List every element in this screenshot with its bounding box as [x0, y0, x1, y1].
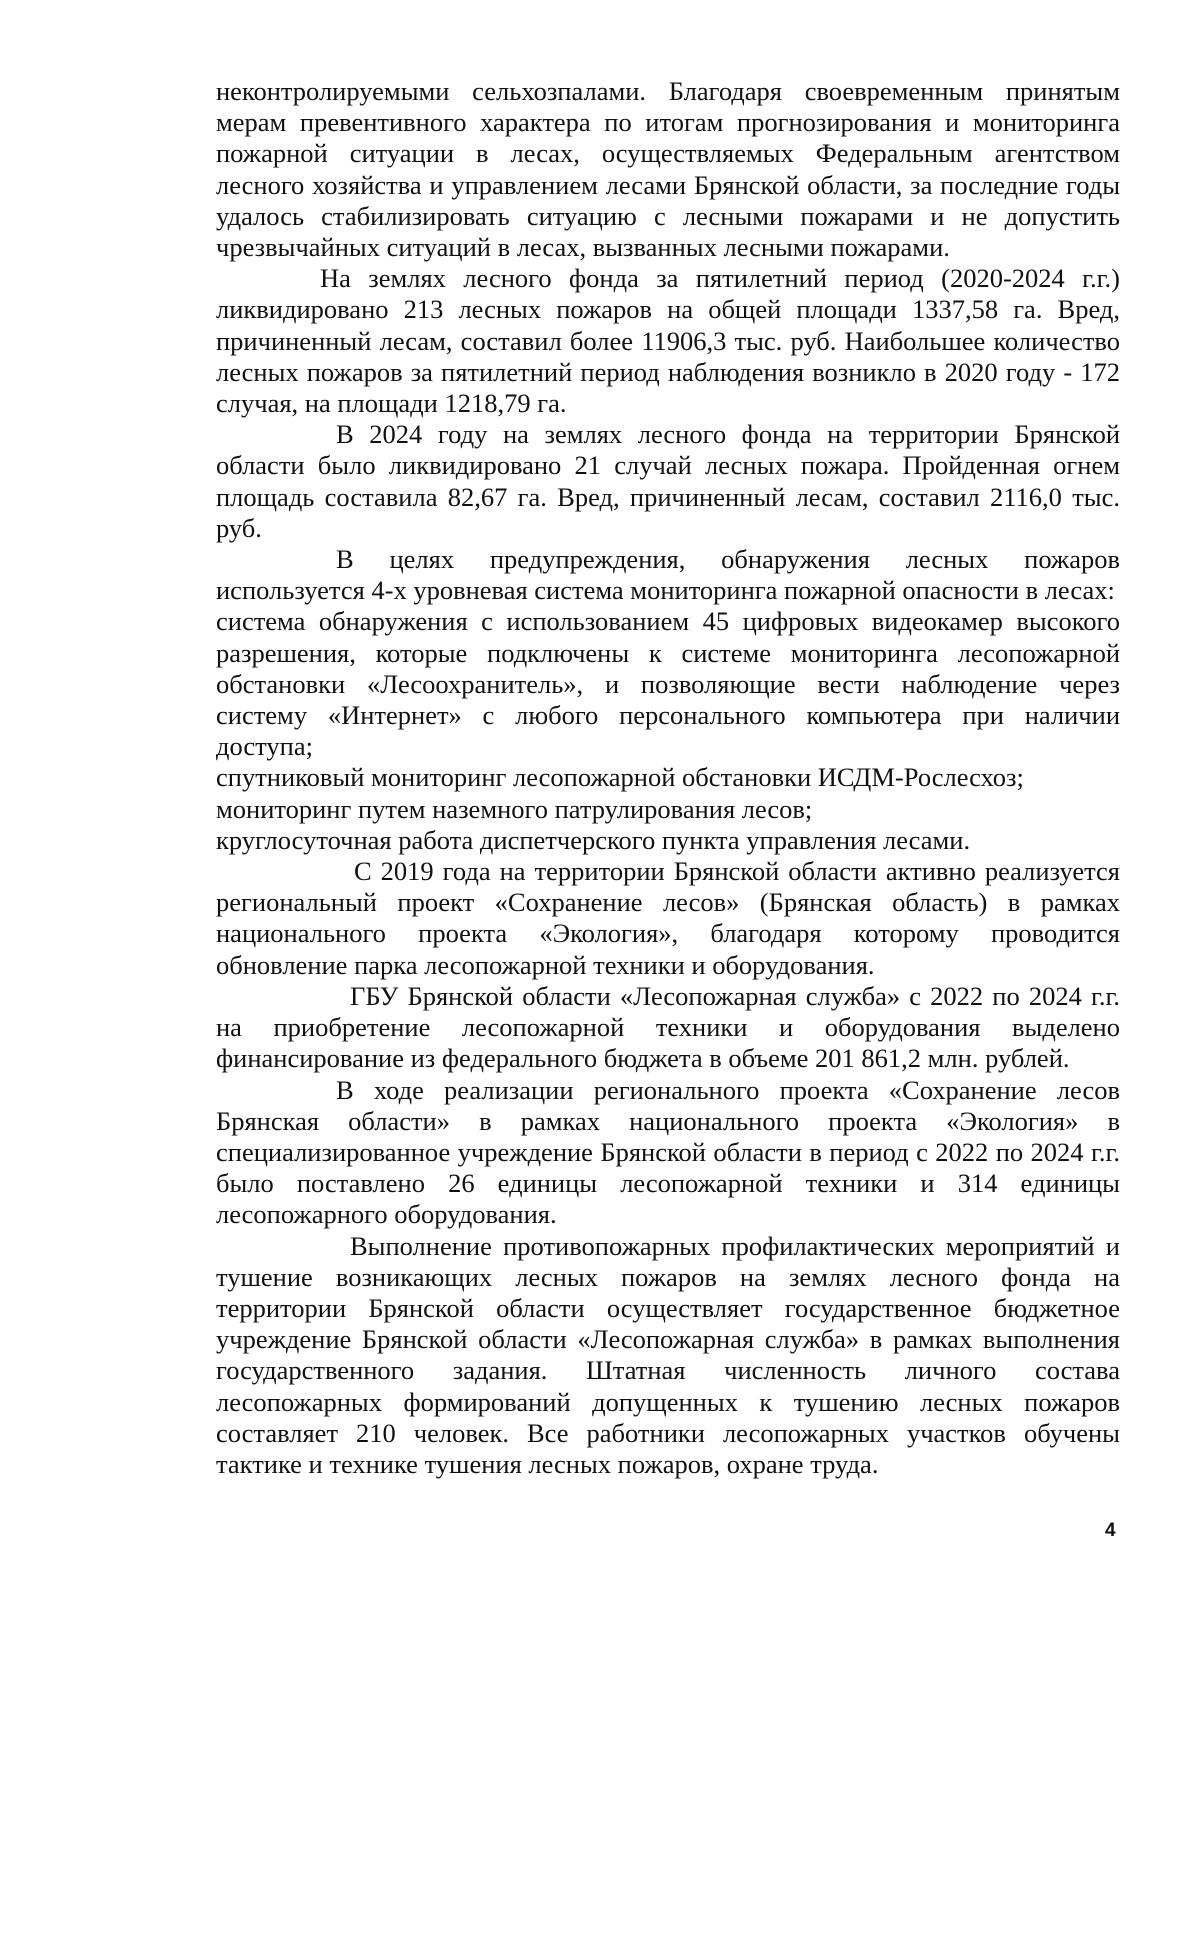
- list-item-video-cameras: система обнаружения с использованием 45 цифровых видеокамер высокого разрешения, которые подключены к системе мониторинга лесопожарной обстановки «Лесоохранитель», и позволяющие вести наблюдение через систему «Интернет» с любого персонального компьютера при наличии доступа;: [216, 606, 1120, 762]
- paragraph-equipment-delivery: В ходе реализации регионального проекта «Сохранение лесов Брянская области» в рамках национального проекта «Экология» в специализированное учреждение Брянской области в период с 2022 по 2024 г.г. было поставлено 26 единицы лесопожарной техники и 314 единицы лесопожарного оборудования.: [216, 1074, 1120, 1230]
- paragraph-regional-project: С 2019 года на территории Брянской области активно реализуется региональный проект «Сохранение лесов» (Брянская область) в рамках национального проекта «Экология», благодаря которому проводится обновление парка лесопожарной техники и оборудования.: [216, 856, 1120, 980]
- paragraph-five-year-statistics: На землях лесного фонда за пятилетний период (2020-2024 г.г.) ликвидировано 213 лесных пожаров на общей площади 1337,58 га. Вред, причиненный лесам, составил более 11906,3 тыс. руб. Наибольшее количество лесных пожаров за пятилетний период наблюдения возникло в 2020 году - 172 случая, на площади 1218,79 га.: [216, 263, 1120, 419]
- paragraph-fire-service: Выполнение противопожарных профилактических мероприятий и тушение возникающих лесных пожаров на землях лесного фонда на территории Брянской области осуществляет государственное бюджетное учреждение Брянской области «Лесопожарная служба» в рамках выполнения государственного задания. Штатная численность личного состава лесопожарных формирований допущенных к тушению лесных пожаров составляет 210 человек. Все работники лесопожарных участков обучены тактике и технике тушения лесных пожаров, охране труда.: [216, 1230, 1120, 1479]
- list-item-dispatch-center: круглосуточная работа диспетчерского пункта управления лесами.: [216, 824, 971, 855]
- document-page: [216, 76, 1120, 1480]
- page-number: 4: [1105, 1520, 1116, 1541]
- list-item-satellite-monitoring: спутниковый мониторинг лесопожарной обстановки ИСДМ-Рослесхоз;: [216, 762, 1024, 793]
- paragraph-2024-statistics: В 2024 году на землях лесного фонда на территории Брянской области было ликвидировано 21 случай лесных пожара. Пройденная огнем площадь составила 82,67 га. Вред, причиненный лесам, составил 2116,0 тыс. руб.: [216, 419, 1120, 543]
- paragraph-funding: ГБУ Брянской области «Лесопожарная служба» с 2022 по 2024 г.г. на приобретение лесопожарной техники и оборудования выделено финансирование из федерального бюджета в объеме 201 861,2 млн. рублей.: [216, 980, 1120, 1074]
- paragraph-monitoring-system: В целях предупреждения, обнаружения лесных пожаров используется 4-х уровневая система мониторинга пожарной опасности в лесах:: [216, 544, 1120, 606]
- list-item-ground-patrol: мониторинг путем наземного патрулирования лесов;: [216, 793, 813, 824]
- paragraph-fire-prevention-intro: неконтролируемыми сельхозпалами. Благодаря своевременным принятым мерам превентивного характера по итогам прогнозирования и мониторинга пожарной ситуации в лесах, осуществляемых Федеральным агентством лесного хозяйства и управлением лесами Брянской области, за последние годы удалось стабилизировать ситуацию с лесными пожарами и не допустить чрезвычайных ситуаций в лесах, вызванных лесными пожарами.: [216, 76, 1120, 263]
